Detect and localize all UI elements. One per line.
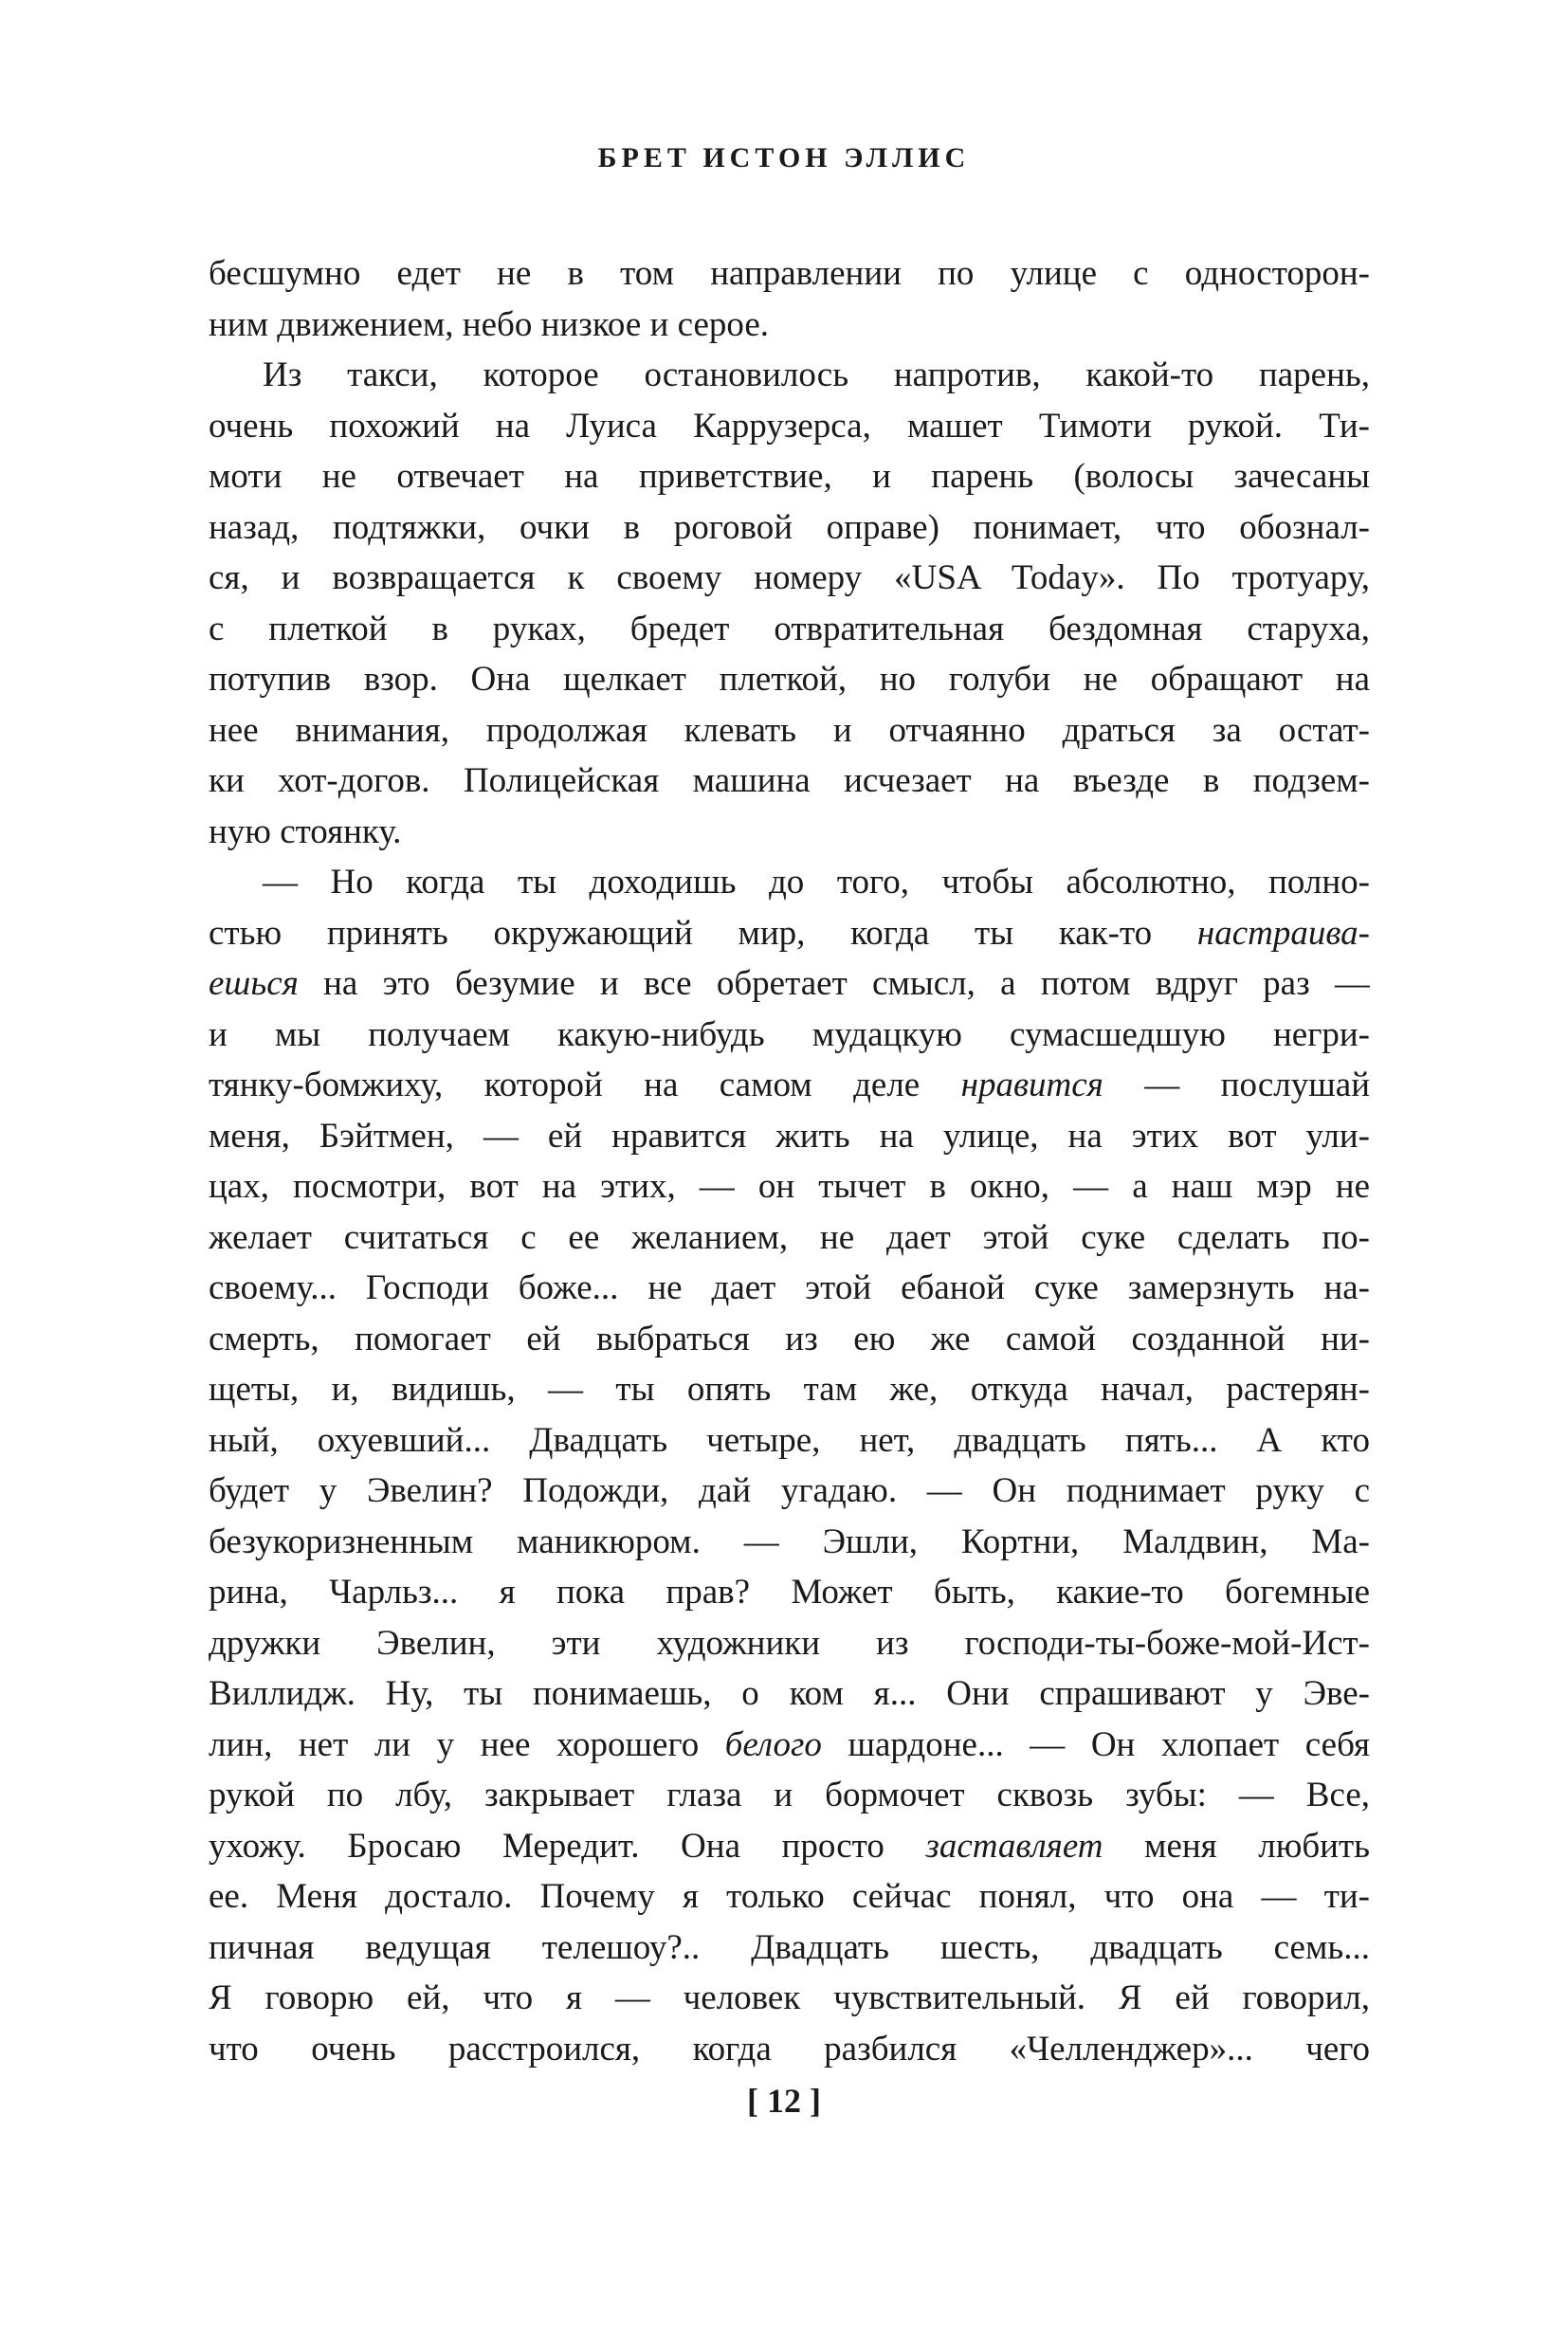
text-segment: очень похожий на Луиса Каррузерса, машет Тимоти рукой. Ти-	[209, 406, 1370, 446]
text-line	[209, 1263, 1370, 1314]
text-line	[209, 1517, 1370, 1568]
text-line	[209, 248, 1370, 300]
text-segment: и мы получаем какую-нибудь мудацкую сумасшедшую негри-	[209, 1014, 1370, 1054]
text-segment: ее. Меня достало. Почему я только сейчас понял, что она — ти-	[209, 1877, 1370, 1916]
text-line	[209, 1821, 1370, 1872]
text-segment: лин, нет ли у нее хорошего	[209, 1724, 725, 1764]
text-line	[209, 705, 1370, 756]
text-line	[209, 350, 1370, 401]
text-segment: дружки Эвелин, эти художники из господи-ты-боже-мой-Ист-	[209, 1623, 1370, 1663]
text-line	[209, 451, 1370, 502]
text-segment: рукой по лбу, закрывает глаза и бормочет сквозь зубы: — Все,	[209, 1776, 1370, 1814]
text-segment: ухожу. Бросаю Мередит. Она просто	[209, 1826, 926, 1866]
text-line	[209, 300, 1370, 351]
text-line	[209, 807, 1370, 858]
text-segment: тянку-бомжиху, которой на самом деле	[209, 1066, 961, 1104]
text-segment: — послушай	[1103, 1066, 1370, 1104]
text-line	[209, 958, 1370, 1010]
text-line	[209, 401, 1370, 452]
text-segment: ся, и возвращается к своему номеру «USA Today». По тротуару,	[209, 558, 1370, 597]
text-segment: меня любить	[1103, 1826, 1370, 1866]
text-segment: нее внимания, продолжая клевать и отчаянно драться за остат-	[209, 710, 1370, 750]
text-line	[209, 502, 1370, 554]
text-segment: смерть, помогает ей выбраться из ею же самой созданной ни-	[209, 1319, 1370, 1358]
text-line	[209, 1060, 1370, 1111]
text-segment: шардоне... — Он хлопает себя	[821, 1724, 1370, 1764]
text-segment: своему... Господи боже... не дает этой ебаной суке замерзнуть на-	[209, 1268, 1370, 1307]
text-segment: рина, Чарльз... я пока прав? Может быть, какие-то богемные	[209, 1573, 1370, 1612]
text-line	[209, 1923, 1370, 1974]
emphasis-text: нравится	[960, 1066, 1103, 1104]
text-segment: с плеткой в руках, бредет отвратительная бездомная старуха,	[209, 609, 1370, 648]
text-line	[209, 1466, 1370, 1517]
text-line	[209, 1618, 1370, 1669]
text-segment: ним движением, небо низкое и серое.	[209, 304, 770, 344]
text-line	[209, 1212, 1370, 1264]
text-line	[209, 1720, 1370, 1771]
text-segment: Виллидж. Ну, ты понимаешь, о ком я... Они спрашивают у Эве-	[209, 1674, 1370, 1713]
text-line	[209, 553, 1370, 604]
emphasis-text: ешься	[209, 964, 299, 1003]
text-segment: — Но когда ты доходишь до того, чтобы абсолютно, полно-	[263, 863, 1370, 902]
text-segment: моти не отвечает на приветствие, и парень (волосы зачесаны	[209, 457, 1370, 496]
text-segment: стью принять окружающий мир, когда ты как-то	[209, 913, 1197, 953]
emphasis-text: заставляет	[925, 1826, 1103, 1866]
text-segment: на это безумие и все обретает смысл, а потом вдруг раз —	[298, 964, 1370, 1003]
text-line	[209, 857, 1370, 908]
text-segment: меня, Бэйтмен, — ей нравится жить на улице, на этих вот ули-	[209, 1116, 1370, 1156]
text-line	[209, 654, 1370, 705]
text-line	[209, 756, 1370, 807]
text-segment: потупив взор. Она щелкает плеткой, но голуби не обращают на	[209, 660, 1370, 699]
text-line	[209, 1871, 1370, 1923]
text-segment: что очень расстроился, когда разбился «Челленджер»... чего	[209, 2029, 1370, 2069]
text-segment: Я говорю ей, что я — человек чувствительный. Я ей говорил,	[209, 1978, 1370, 2017]
text-segment: назад, подтяжки, очки в роговой оправе) понимает, что обознал-	[209, 507, 1370, 547]
text-segment: ки хот-догов. Полицейская машина исчезает на въезде в подзем-	[209, 761, 1370, 800]
text-segment: безукоризненным маникюром. — Эшли, Кортни, Малдвин, Ма-	[209, 1522, 1370, 1561]
text-segment: будет у Эвелин? Подожди, дай угадаю. — Он поднимает руку с	[209, 1471, 1370, 1510]
text-line	[209, 1161, 1370, 1212]
text-line	[209, 1567, 1370, 1618]
body-text	[209, 248, 1370, 2074]
text-line	[209, 1973, 1370, 2024]
text-line	[209, 2024, 1370, 2075]
text-segment: ный, охуевший... Двадцать четыре, нет, двадцать пять... А кто	[209, 1420, 1370, 1460]
text-line	[209, 1111, 1370, 1162]
text-segment: пичная ведущая телешоу?.. Двадцать шесть, двадцать семь...	[209, 1927, 1370, 1967]
text-segment: цах, посмотри, вот на этих, — он тычет в окно, — а наш мэр не	[209, 1167, 1370, 1206]
text-line	[209, 604, 1370, 655]
text-segment: ную стоянку.	[209, 811, 402, 851]
text-segment: бесшумно едет не в том направлении по улице с односторон-	[209, 254, 1370, 293]
text-segment: желает считаться с ее желанием, не дает этой суке сделать по-	[209, 1217, 1370, 1257]
text-line	[209, 908, 1370, 959]
text-line	[209, 1415, 1370, 1467]
text-line	[209, 1010, 1370, 1061]
emphasis-text: белого	[724, 1724, 822, 1764]
text-line	[209, 1668, 1370, 1720]
text-line	[209, 1770, 1370, 1821]
emphasis-text: настраива-	[1196, 913, 1370, 953]
page-number: [ 12 ]	[747, 2082, 821, 2120]
text-line	[209, 1314, 1370, 1365]
text-line	[209, 1364, 1370, 1415]
running-head: БРЕТ ИСТОН ЭЛЛИС	[597, 142, 971, 173]
text-segment: Из такси, которое остановилось напротив, какой-то парень,	[263, 355, 1370, 394]
text-segment: щеты, и, видишь, — ты опять там же, откуда начал, растерян-	[209, 1370, 1370, 1409]
